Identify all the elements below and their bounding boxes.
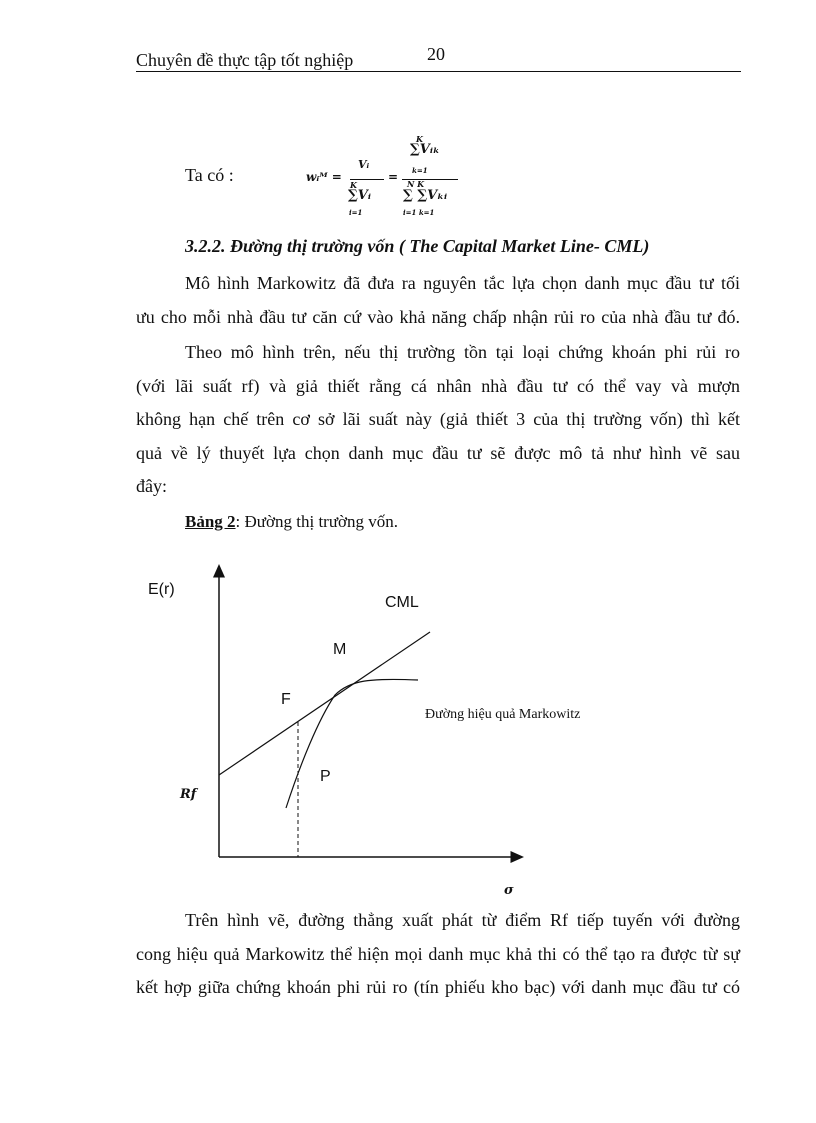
formula-label: Ta có : [185, 165, 234, 185]
formula-num2-lower: k=1 [412, 166, 428, 175]
paragraph-line: quả về lý thuyết lựa chọn danh mục đầu tư sẽ được mô tả như hình vẽ sau [136, 442, 740, 463]
table-caption-label: Bảng 2 [185, 512, 236, 531]
cml-label: CML [385, 594, 419, 611]
paragraph-line: Trên hình vẽ, đường thẳng xuất phát từ điểm Rf tiếp tuyến với đường [185, 910, 740, 930]
paragraph-line: (với lãi suất rf) và giả thiết rằng cá nhân nhà đầu tư có thể vay và mượn [136, 375, 740, 396]
paragraph-line: đây: [136, 476, 167, 496]
section-heading: 3.2.2. Đường thị trường vốn ( The Capital Market Line- CML) [185, 236, 650, 256]
paragraph-line: không hạn chế trên cơ sở lãi suất này (giả thiết 3 của thị trường vốn) thì kết [136, 409, 740, 429]
formula-den2-upper: N K [407, 179, 425, 189]
paragraph-line: ưu cho mỗi nhà đầu tư căn cứ vào khả năng chấp nhận rủi ro của nhà đầu tư đó. [136, 306, 740, 327]
table-caption-text: : Đường thị trường vốn. [235, 512, 399, 531]
formula-den1: ∑Vᵢ [348, 188, 371, 203]
p-label: P [320, 768, 331, 785]
frontier-label: Đường hiệu quả Markowitz [425, 707, 581, 722]
formula-num1: Vᵢ [358, 158, 370, 171]
frontier-curve [286, 679, 418, 808]
formula-den1-lower: i=1 [349, 208, 363, 217]
formula-den1-upper: K [350, 180, 357, 190]
paragraph-line: Theo mô hình trên, nếu thị trường tồn tại loại chứng khoán phi rủi ro [185, 342, 740, 362]
paragraph-line: Mô hình Markowitz đã đưa ra nguyên tắc lựa chọn danh mục đầu tư tối [185, 273, 740, 293]
formula-num2: ∑Vᵢₖ [410, 142, 440, 157]
formula-den2: ∑ ∑Vₖᵢ [403, 188, 448, 203]
cml-line [219, 632, 430, 775]
y-axis-label: E(r) [148, 581, 175, 598]
formula-lhs: wᵢᴹ = [306, 170, 342, 184]
paragraph-line: kết hợp giữa chứng khoán phi rủi ro (tín phiếu kho bạc) với danh mục đầu tư có [136, 977, 740, 997]
paragraph-3 [136, 904, 740, 1005]
header-title: Chuyên đề thực tập tốt nghiệp [136, 50, 354, 70]
f-label: F [281, 691, 291, 708]
x-axis-label: σ [504, 883, 514, 898]
page-number: 20 [427, 44, 445, 64]
formula-num2-upper: K [416, 134, 423, 144]
formula-den2-lower: i=1 k=1 [403, 208, 435, 217]
paragraph-line: cong hiệu quả Markowitz thể hiện mọi danh mục khả thi có thể tạo ra được từ sự [136, 943, 740, 964]
formula-eq2: = [388, 170, 399, 184]
rf-label: Rf [180, 787, 197, 802]
m-label: M [333, 641, 347, 658]
